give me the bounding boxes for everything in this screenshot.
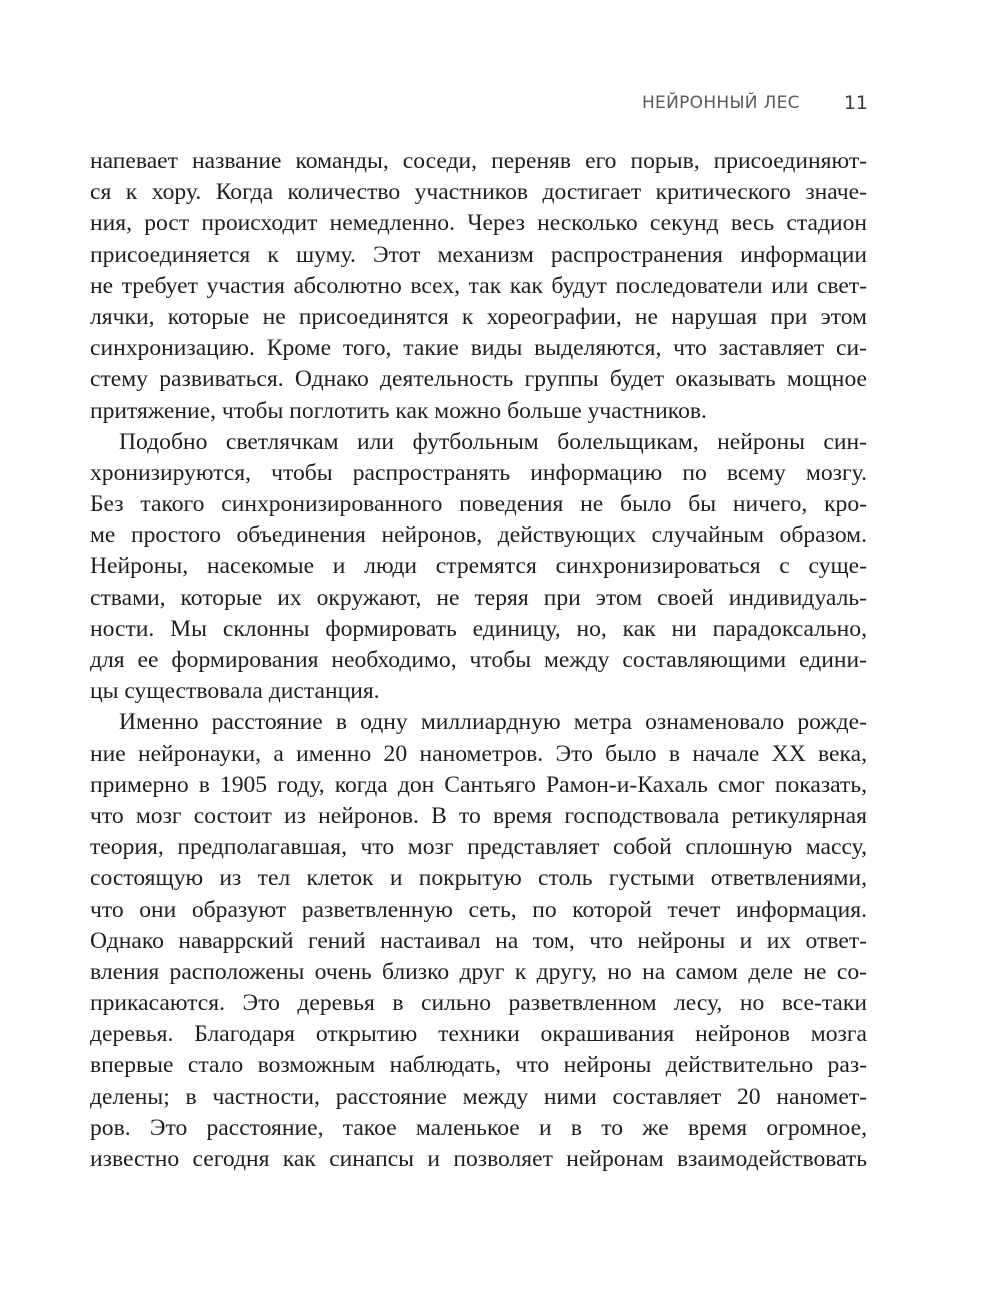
text-line: Нейроны, насекомые и люди стремятся синхронизироваться с суще- bbox=[90, 553, 867, 580]
text-line: прикасаются. Это деревья в сильно разветвленном лесу, но все-таки bbox=[90, 990, 867, 1017]
text-line: Без такого синхронизированного поведения не было бы ничего, кро- bbox=[90, 491, 867, 518]
text-line: ствами, которые их окружают, не теряя при этом своей индивидуаль- bbox=[90, 584, 867, 611]
text-line: состоящую из тел клеток и покрытую столь густыми ответвлениями, bbox=[90, 865, 867, 892]
text-line: стему развиваться. Однако деятельность группы будет оказывать мощное bbox=[90, 366, 867, 393]
paragraph-3 bbox=[90, 707, 867, 1175]
text-line: синхронизацию. Кроме того, такие виды выделяются, что заставляет си- bbox=[90, 335, 867, 362]
text-line: ности. Мы склонны формировать единицу, но, как ни парадоксально, bbox=[90, 615, 867, 642]
text-line: цы существовала дистанция. bbox=[90, 678, 380, 705]
text-line: ния, рост происходит немедленно. Через несколько секунд весь стадион bbox=[90, 210, 867, 237]
text-line: теория, предполагавшая, что мозг представляет собой сплошную массу, bbox=[90, 834, 867, 861]
text-line: известно сегодня как синапсы и позволяет нейронам взаимодействовать bbox=[90, 1146, 867, 1172]
page-number: 11 bbox=[843, 92, 868, 114]
text-line: хронизируются, чтобы распространять информацию по всему мозгу. bbox=[90, 459, 867, 486]
text-line: Однако наваррский гений настаивал на том, что нейроны и их ответ- bbox=[90, 927, 867, 954]
text-line: напевает название команды, соседи, переняв его порыв, присоединяют- bbox=[90, 148, 867, 174]
text-line: примерно в 1905 году, когда дон Сантьяго Рамон-и-Кахаль смог показать, bbox=[90, 771, 867, 798]
running-title: НЕЙРОННЫЙ ЛЕС bbox=[641, 93, 800, 113]
text-line: впервые стало возможным наблюдать, что нейроны действительно раз- bbox=[90, 1052, 867, 1079]
text-line: деревья. Благодаря открытию техники окрашивания нейронов мозга bbox=[90, 1021, 867, 1048]
text-line: ся к хору. Когда количество участников достигает критического значе- bbox=[90, 179, 867, 206]
text-line: не требует участия абсолютно всех, так как будут последователи или свет- bbox=[90, 272, 867, 299]
text-line: что мозг состоит из нейронов. В то время господствовала ретикулярная bbox=[90, 802, 867, 829]
text-line: Подобно светлячкам или футбольным болельщикам, нейроны син- bbox=[119, 428, 867, 455]
body-text bbox=[90, 146, 867, 1175]
text-line: притяжение, чтобы поглотить как можно больше участников. bbox=[90, 397, 707, 424]
text-line: ние нейронауки, а именно 20 нанометров. Это было в начале XX века, bbox=[90, 740, 867, 767]
paragraph-2 bbox=[90, 427, 867, 708]
text-line: вления расположены очень близко друг к другу, но на самом деле не со- bbox=[90, 958, 867, 985]
text-line: лячки, которые не присоединятся к хореографии, не нарушая при этом bbox=[90, 303, 867, 330]
text-line: присоединяется к шуму. Этот механизм распространения информации bbox=[90, 241, 867, 268]
paragraph-1 bbox=[90, 146, 867, 427]
text-line: для ее формирования необходимо, чтобы между составляющими едини- bbox=[90, 647, 867, 673]
text-line: ров. Это расстояние, такое маленькое и в то же время огромное, bbox=[90, 1114, 867, 1141]
running-head bbox=[642, 88, 868, 118]
text-line: Именно расстояние в одну миллиардную метра ознаменовало рожде- bbox=[119, 709, 867, 736]
text-line: делены; в частности, расстояние между ними составляет 20 наномет- bbox=[90, 1083, 867, 1110]
text-line: что они образуют разветвленную сеть, по которой течет информация. bbox=[90, 896, 867, 923]
text-line: ме простого объединения нейронов, действующих случайным образом. bbox=[90, 522, 867, 549]
